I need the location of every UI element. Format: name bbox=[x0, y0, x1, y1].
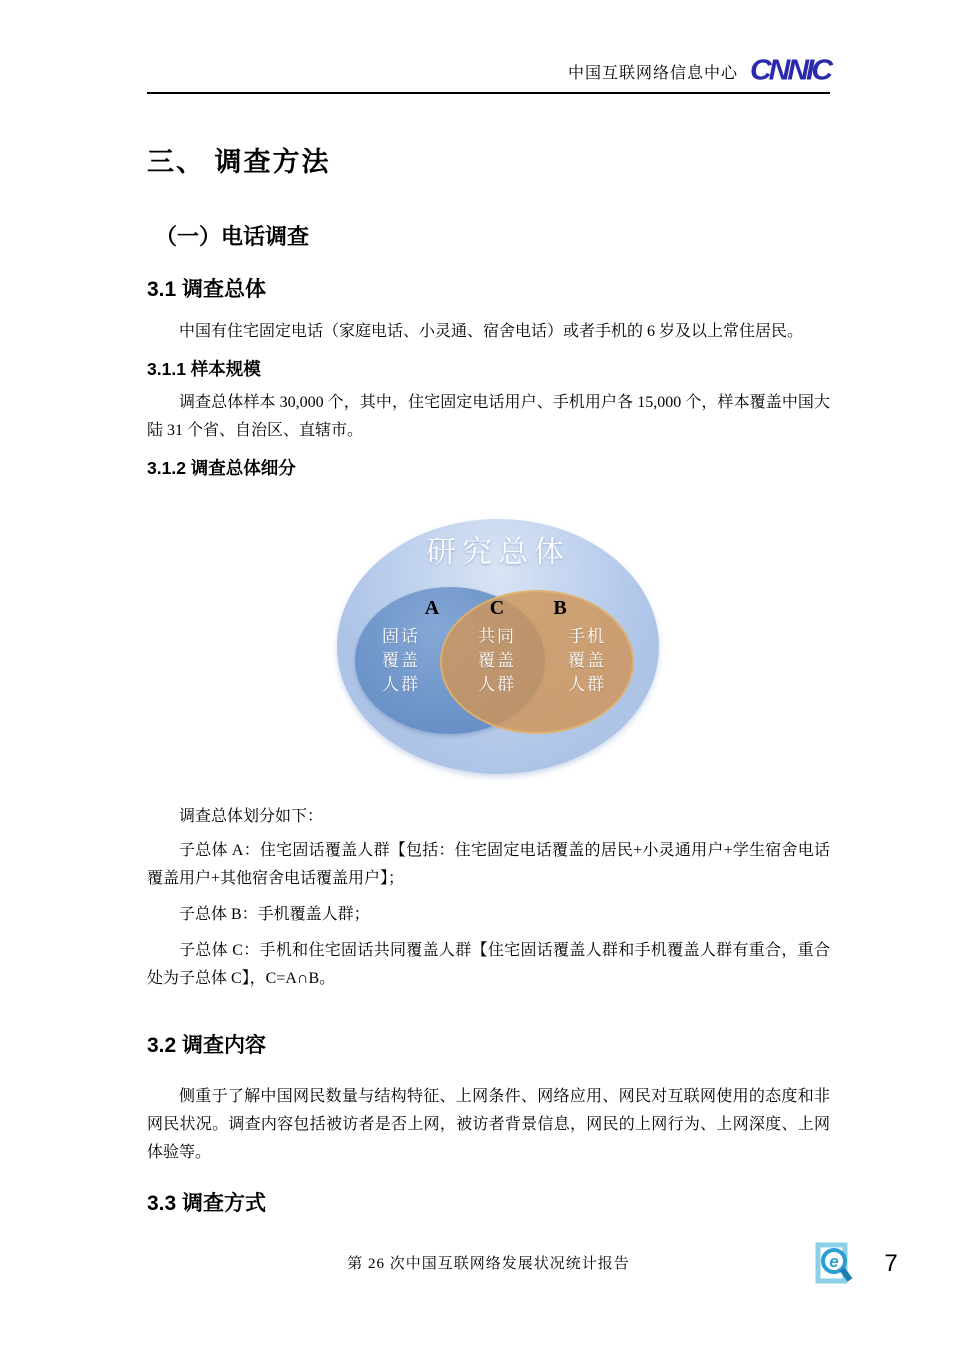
venn-label-b: B bbox=[553, 597, 567, 620]
section-3-2-body: 侧重于了解中国网民数量与结构特征、上网条件、网络应用、网民对互联网使用的态度和非网民状况。调查内容包括被访者是否上网，被访者背景信息，网民的上网行为、上网深度、上网体验等。 bbox=[147, 1087, 830, 1161]
section-3-1-2-title: 3.1.2 调查总体细分 bbox=[147, 457, 296, 478]
section-3-1-1-body: 调查总体样本 30,000 个，其中，住宅固定电话用户、手机用户各 15,000 个，样本覆盖中国大陆 31 个省、自治区、直辖市。 bbox=[147, 393, 830, 439]
footer-report-title: 第 26 次中国互联网络发展状况统计报告 bbox=[347, 1256, 630, 1272]
venn-set-b-line3: 人群 bbox=[568, 675, 606, 695]
logo-letter-e: e bbox=[829, 1252, 839, 1271]
venn-set-c-line1: 共同 bbox=[478, 627, 516, 647]
division-b: 子总体 B：手机覆盖人群； bbox=[179, 906, 370, 924]
page-header bbox=[147, 0, 830, 94]
venn-set-c-line3: 人群 bbox=[478, 675, 516, 695]
venn-set-b-text bbox=[555, 625, 619, 697]
venn-set-c-line2: 覆盖 bbox=[478, 651, 516, 671]
cnnic-logo: CNNIC bbox=[750, 54, 830, 87]
page-number: 7 bbox=[884, 1250, 898, 1277]
venn-set-b-line1: 手机 bbox=[568, 627, 606, 647]
section-3-3-title: 3.3 调查方式 bbox=[147, 1191, 267, 1215]
section-3-1-1-title: 3.1.1 样本规模 bbox=[147, 358, 261, 379]
venn-set-c-text bbox=[465, 625, 529, 697]
venn-title: 研究总体 bbox=[426, 536, 570, 570]
venn-set-a-line2: 覆盖 bbox=[382, 651, 420, 671]
venn-set-a-text bbox=[369, 625, 433, 697]
section-3-1-title: 3.1 调查总体 bbox=[147, 277, 267, 301]
report-search-logo-icon bbox=[815, 1242, 853, 1286]
venn-label-c: C bbox=[489, 597, 505, 620]
venn-set-b-line2: 覆盖 bbox=[568, 651, 606, 671]
venn-label-a: A bbox=[424, 597, 440, 620]
venn-set-a-line3: 人群 bbox=[382, 675, 420, 695]
division-a: 子总体 A：住宅固话覆盖人群【包括：住宅固定电话覆盖的居民+小灵通用户+学生宿舍电话覆盖用户+其他宿舍电话覆盖用户】； bbox=[147, 842, 830, 888]
section-3-1-body: 中国有住宅固定电话（家庭电话、小灵通、宿舍电话）或者手机的 6 岁及以上常住居民。 bbox=[179, 322, 804, 340]
venn-set-a-line1: 固话 bbox=[382, 627, 420, 647]
section-telephone-survey-title: （一）电话调查 bbox=[155, 224, 310, 250]
survey-population-venn-diagram bbox=[337, 519, 659, 775]
section-3-2-title: 3.2 调查内容 bbox=[147, 1034, 267, 1058]
division-intro: 调查总体划分如下： bbox=[179, 808, 324, 826]
chapter-title: 三、 调查方法 bbox=[147, 147, 331, 177]
organization-name: 中国互联网络信息中心 bbox=[567, 65, 738, 82]
division-c: 子总体 C：手机和住宅固话共同覆盖人群【住宅固话覆盖人群和手机覆盖人群有重合，重合处为子总体 C】，C=A∩B。 bbox=[147, 942, 830, 988]
